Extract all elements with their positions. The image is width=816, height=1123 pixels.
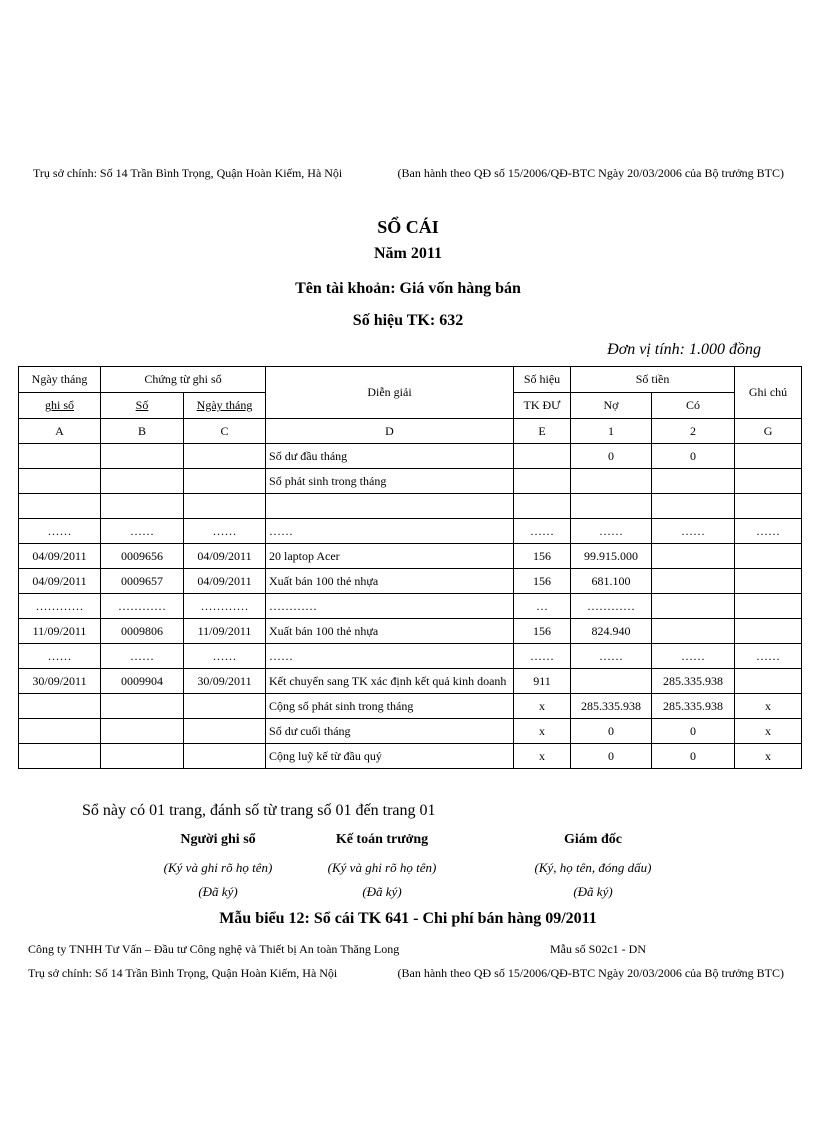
cell-note [735,469,802,494]
ledger-year: Năm 2011 [374,245,442,262]
cell-date [19,744,101,769]
table-row [19,494,802,519]
cell-account: 911 [514,669,571,694]
cell-debit: 0 [571,744,652,769]
code-cell: E [514,419,571,444]
cell-account: 156 [514,569,571,594]
cell-voucher-date [184,719,266,744]
cell-description: Số dư cuối tháng [266,719,514,744]
cell-date: …… [19,644,101,669]
code-cell: A [19,419,101,444]
cell-voucher-no [101,744,184,769]
cell-note: x [735,694,802,719]
cell-debit: …… [571,519,652,544]
cell-debit: 99.915.000 [571,544,652,569]
ledger-title: SỔ CÁI [377,217,439,237]
cell-credit: 0 [652,744,735,769]
cell-credit [652,619,735,644]
signer-title-recorder: Người ghi sổ [180,832,256,847]
figure-caption: Mẫu biểu 12: Sổ cái TK 641 - Chi phí bán hàng 09/2011 [219,910,597,927]
code-cell: D [266,419,514,444]
table-row [19,694,802,719]
ledger-table [18,366,802,769]
cell-voucher-no [101,694,184,719]
footer-form-number: Mẫu số S02c1 - DN [550,942,646,956]
head-date-sub: ghi sổ [19,393,101,419]
cell-date: 04/09/2011 [19,569,101,594]
cell-credit [652,544,735,569]
cell-date [19,719,101,744]
header-decree: (Ban hành theo QĐ số 15/2006/QĐ-BTC Ngày 20/03/2006 của Bộ trưởng BTC) [397,166,784,180]
code-cell: C [184,419,266,444]
cell-voucher-date: 11/09/2011 [184,619,266,644]
cell-note: …… [735,519,802,544]
table-row [19,569,802,594]
cell-voucher-no [101,469,184,494]
table-row [19,519,802,544]
signed-status: (Đã ký) [198,884,238,899]
head-account: Số hiệu [514,367,571,393]
head-description: Diễn giải [266,367,514,419]
code-cell: G [735,419,802,444]
cell-credit [652,469,735,494]
cell-voucher-no [101,719,184,744]
cell-voucher-no [101,494,184,519]
cell-note [735,544,802,569]
cell-date: 30/09/2011 [19,669,101,694]
signed-status: (Đã ký) [362,884,402,899]
table-row [19,719,802,744]
head-voucher-no: Số [101,393,184,419]
signer-title-chief-accountant: Kế toán trưởng [335,832,429,847]
cell-description: …… [266,519,514,544]
header-address: Trụ sở chính: Số 14 Trần Bình Trọng, Quận Hoàn Kiếm, Hà Nội [33,166,343,180]
head-voucher: Chứng từ ghi sổ [101,367,266,393]
cell-voucher-no: 0009806 [101,619,184,644]
cell-debit: 681.100 [571,569,652,594]
cell-account: 156 [514,544,571,569]
cell-note [735,619,802,644]
cell-voucher-no: …… [101,519,184,544]
cell-debit [571,669,652,694]
cell-voucher-date [184,744,266,769]
currency-unit: Đơn vị tính: 1.000 đồng [607,341,761,358]
cell-voucher-no: 0009656 [101,544,184,569]
table-row [19,544,802,569]
table-row [19,669,802,694]
footer-address: Trụ sở chính: Số 14 Trần Bình Trọng, Quận Hoàn Kiếm, Hà Nội [28,966,338,980]
cell-credit [652,569,735,594]
table-row [19,594,802,619]
cell-credit: 0 [652,719,735,744]
table-row [19,469,802,494]
cell-description: Xuất bán 100 thẻ nhựa [266,619,514,644]
cell-voucher-date [184,694,266,719]
signer-instruction: (Ký và ghi rõ họ tên) [163,860,273,875]
head-note: Ghi chú [735,367,802,419]
code-cell: 2 [652,419,735,444]
signed-status: (Đã ký) [573,884,613,899]
table-row [19,744,802,769]
cell-voucher-date: 04/09/2011 [184,569,266,594]
cell-voucher-date: 04/09/2011 [184,544,266,569]
head-voucher-date: Ngày tháng [184,393,266,419]
cell-account: … [514,594,571,619]
cell-description: ………… [266,594,514,619]
ledger-body [19,444,802,769]
cell-debit [571,494,652,519]
cell-voucher-date: 30/09/2011 [184,669,266,694]
cell-account: x [514,719,571,744]
cell-debit: 824.940 [571,619,652,644]
head-amount: Số tiền [571,367,735,393]
cell-voucher-date [184,444,266,469]
cell-account: x [514,694,571,719]
cell-credit: 285.335.938 [652,694,735,719]
cell-debit: ………… [571,594,652,619]
footer-company: Công ty TNHH Tư Vấn – Đầu tư Công nghệ và Thiết bị An toàn Thăng Long [28,942,400,956]
cell-account: …… [514,644,571,669]
head-date: Ngày tháng [19,367,101,393]
cell-credit: 285.335.938 [652,669,735,694]
cell-note [735,669,802,694]
cell-description: Kết chuyển sang TK xác định kết quả kinh doanh [266,669,514,694]
cell-note [735,569,802,594]
cell-voucher-no: 0009657 [101,569,184,594]
cell-credit [652,594,735,619]
cell-voucher-date: …… [184,644,266,669]
cell-description: Xuất bán 100 thẻ nhựa [266,569,514,594]
cell-account: 156 [514,619,571,644]
cell-credit: 0 [652,444,735,469]
column-codes-row [19,419,802,444]
cell-voucher-date [184,469,266,494]
cell-description: Cộng luỹ kế từ đầu quý [266,744,514,769]
cell-voucher-date: ………… [184,594,266,619]
head-account-sub: TK ĐƯ [514,393,571,419]
table-row [19,619,802,644]
table-row [19,644,802,669]
cell-voucher-no [101,444,184,469]
cell-date [19,469,101,494]
cell-description: Số dư đầu tháng [266,444,514,469]
cell-account: x [514,744,571,769]
cell-voucher-no: …… [101,644,184,669]
page-note: Sổ này có 01 trang, đánh số từ trang số 01 đến trang 01 [82,802,436,819]
cell-voucher-no: ………… [101,594,184,619]
signer-title-director: Giám đốc [564,832,622,847]
cell-date [19,494,101,519]
table-row [19,444,802,469]
cell-date: 11/09/2011 [19,619,101,644]
cell-note [735,594,802,619]
cell-description: Số phát sinh trong tháng [266,469,514,494]
cell-description: 20 laptop Acer [266,544,514,569]
cell-credit: …… [652,644,735,669]
cell-note [735,494,802,519]
code-cell: 1 [571,419,652,444]
cell-debit [571,469,652,494]
cell-account [514,469,571,494]
signer-instruction: (Ký, họ tên, đóng dấu) [534,860,652,875]
cell-date [19,444,101,469]
cell-description [266,494,514,519]
cell-description: Cộng số phát sinh trong tháng [266,694,514,719]
cell-date [19,694,101,719]
account-number: Số hiệu TK: 632 [352,312,464,329]
signer-instruction: (Ký và ghi rõ họ tên) [327,860,437,875]
cell-note: x [735,744,802,769]
cell-voucher-date: …… [184,519,266,544]
cell-date: 04/09/2011 [19,544,101,569]
cell-debit: 0 [571,719,652,744]
cell-note: x [735,719,802,744]
cell-date: …… [19,519,101,544]
cell-date: ………… [19,594,101,619]
cell-voucher-date [184,494,266,519]
cell-voucher-no: 0009904 [101,669,184,694]
cell-account [514,444,571,469]
cell-note [735,444,802,469]
head-credit: Có [652,393,735,419]
cell-credit [652,494,735,519]
cell-debit: …… [571,644,652,669]
footer-decree: (Ban hành theo QĐ số 15/2006/QĐ-BTC Ngày 20/03/2006 của Bộ trưởng BTC) [397,966,784,980]
cell-credit: …… [652,519,735,544]
cell-description: …… [266,644,514,669]
cell-debit: 285.335.938 [571,694,652,719]
account-name: Tên tài khoản: Giá vốn hàng bán [295,280,521,297]
cell-account: …… [514,519,571,544]
cell-debit: 0 [571,444,652,469]
cell-account [514,494,571,519]
head-debit: Nợ [571,393,652,419]
cell-note: …… [735,644,802,669]
code-cell: B [101,419,184,444]
